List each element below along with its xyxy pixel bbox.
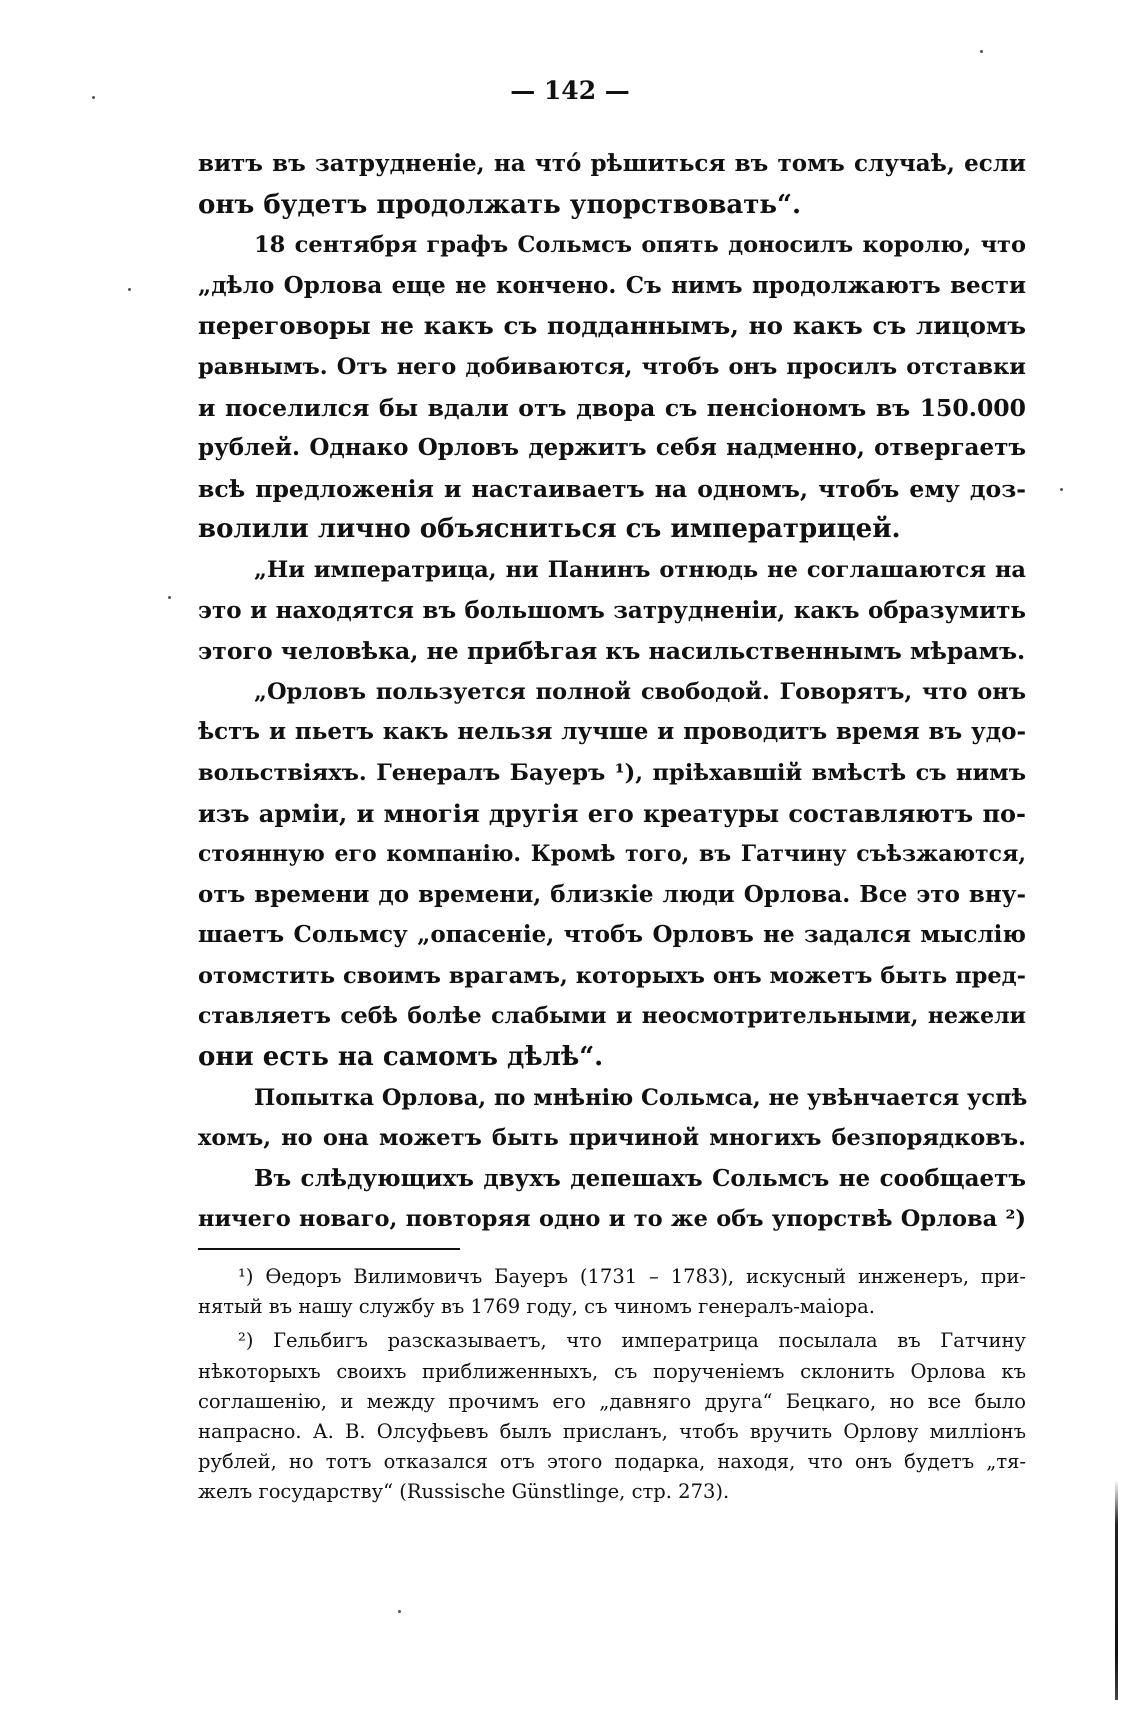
scan-speck — [128, 288, 131, 291]
footnote-line: напрасно. А. В. Олсуфьевъ былъ присланъ, чтобъ вручить Орлову милліонъ — [198, 1419, 1026, 1443]
text-line: шаетъ Сольмсу „опасеніе, чтобъ Орловъ не задался мыслію — [198, 921, 1026, 949]
text-line: всѣ предложенія и настаиваетъ на одномъ, чтобъ ему доз- — [198, 474, 1026, 503]
text-line: Попытка Орлова, по мнѣнію Сольмса, не увѣнчается успѣ — [254, 1084, 1028, 1111]
footnote-line: ²) Гельбигъ разсказываетъ, что императрица посылала въ Гатчину — [238, 1329, 1026, 1353]
text-line: равнымъ. Отъ него добиваются, чтобъ онъ просилъ отставки — [198, 353, 1026, 380]
main-text — [198, 144, 1026, 1240]
text-line: этого человѣка, не прибѣгая къ насильственнымъ мѣрамъ. — [198, 637, 1026, 666]
text-line: ставляетъ себѣ болѣе слабыми и неосмотрительными, нежели — [198, 1003, 1026, 1030]
scan-speck — [398, 1610, 401, 1613]
text-line: вольствіяхъ. Генералъ Бауеръ ¹), пріѣхавшій вмѣстѣ съ нимъ — [198, 759, 1026, 786]
page-edge-shadow — [1115, 1480, 1118, 1700]
scan-speck — [92, 96, 95, 99]
footnote-line: желъ государству“ (Russische Günstlinge, стр. 273). — [198, 1480, 730, 1504]
text-line: и поселился бы вдали отъ двора съ пенсіономъ въ 150.000 — [198, 393, 1026, 422]
text-line: 18 сентября графъ Сольмсъ опять доносилъ королю, что — [254, 232, 1026, 259]
text-line: „Орловъ пользуется полной свободой. Говорятъ, что онъ — [254, 678, 1026, 705]
footnote-line: нѣкоторыхъ своихъ приближенныхъ, съ порученіемъ склонить Орлова къ — [198, 1359, 1026, 1383]
footnote-line: ¹) Ѳедоръ Вилимовичъ Бауеръ (1731 – 1783), искусный инженеръ, при- — [238, 1265, 1026, 1288]
footnotes — [198, 1262, 1026, 1508]
text-line: „дѣло Орлова еще не кончено. Съ нимъ продолжаютъ вести — [198, 271, 1026, 299]
text-line: они есть на самомъ дѣлѣ“. — [198, 1042, 604, 1073]
text-line: изъ арміи, и многія другія его креатуры составляютъ по- — [198, 798, 1026, 828]
text-line: отомстить своимъ врагамъ, которыхъ онъ можетъ быть пред- — [198, 962, 1026, 989]
text-line: ѣстъ и пьетъ какъ нельзя лучше и проводитъ время въ удо- — [198, 718, 1026, 746]
scan-speck — [1060, 488, 1063, 491]
scan-speck — [168, 596, 171, 599]
text-line: это и находятся въ большомъ затрудненіи, какъ образумить — [198, 596, 1026, 624]
footnote-line: рублей, но тотъ отказался отъ этого подарка, находя, что онъ будетъ „тя- — [198, 1450, 1026, 1474]
text-line: ничего новаго, повторяя одно и то же объ упорствѣ Орлова ²) — [198, 1206, 1026, 1233]
text-line: отъ времени до времени, близкіе люди Орлова. Все это вну- — [198, 880, 1026, 908]
text-line: хомъ, но она можетъ быть причиной многихъ безпорядковъ. — [198, 1125, 1026, 1152]
text-line: витъ въ затрудненіе, на чтó рѣшиться въ томъ случаѣ, если — [198, 150, 1026, 177]
text-line: Въ слѣдующихъ двухъ депешахъ Сольмсъ не сообщаетъ — [254, 1164, 1026, 1192]
text-line: стоянную его компанію. Кромѣ того, въ Гатчину съѣзжаются, — [198, 841, 1026, 868]
footnote-divider — [198, 1248, 460, 1250]
text-line: волили лично объясниться съ императрицей. — [198, 514, 901, 545]
page-number: — 142 — — [510, 76, 630, 105]
text-line: рублей. Однако Орловъ держитъ себя надменно, отвергаетъ — [198, 434, 1026, 462]
text-line: переговоры не какъ съ подданнымъ, но какъ съ лицомъ — [198, 311, 1026, 341]
text-line: онъ будетъ продолжать упорствовать“. — [198, 189, 802, 220]
footnote-line: нятый въ нашу службу въ 1769 году, съ чиномъ генералъ-маіора. — [198, 1295, 875, 1319]
scan-speck — [980, 50, 983, 53]
text-line: „Ни императрица, ни Панинъ отнюдь не соглашаются на — [254, 556, 1026, 583]
footnote-line: соглашенію, и между прочимъ его „давняго друга“ Бецкаго, но все было — [198, 1389, 1026, 1413]
